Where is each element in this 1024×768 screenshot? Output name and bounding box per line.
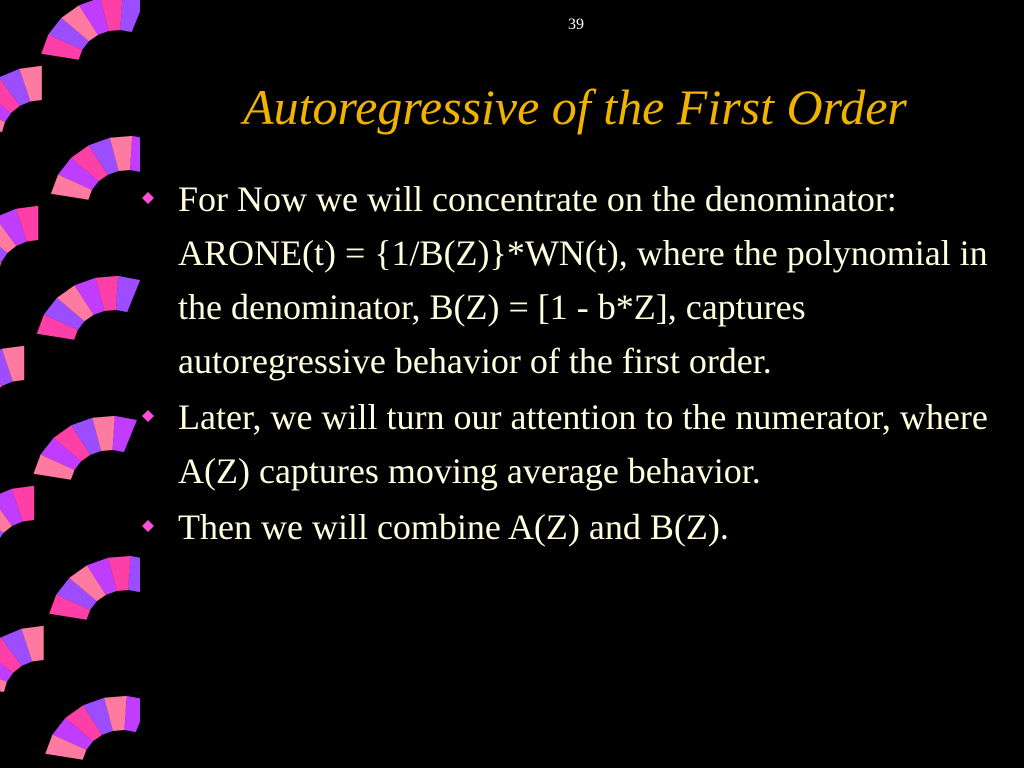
- fan-segment: [113, 416, 137, 452]
- bullet-list: [138, 172, 998, 556]
- diamond-bullet-icon: [142, 520, 154, 532]
- diamond-bullet-icon: [142, 410, 154, 422]
- bullet-item: [138, 172, 998, 388]
- page-number: 39: [568, 16, 584, 33]
- fan-segment: [116, 276, 140, 312]
- bullet-item: [138, 390, 998, 498]
- bullet-text: Then we will combine A(Z) and B(Z).: [178, 507, 729, 547]
- diamond-bullet-icon: [142, 192, 154, 204]
- slide-title: Autoregressive of the First Order: [243, 79, 907, 135]
- bullet-text: For Now we will concentrate on the denominator: ARONE(t) = {1/B(Z)}*WN(t), where the polynomial in the denominator, B(Z) = [1 - b*Z], captures autoregressive behavior of the first order.: [178, 179, 988, 381]
- fan-segment: [120, 0, 140, 32]
- bullet-text: Later, we will turn our attention to the numerator, where A(Z) captures moving average behavior.: [178, 397, 988, 491]
- bullet-item: [138, 500, 998, 554]
- fan-wave-decoration: [0, 0, 140, 768]
- fan-segment: [124, 696, 140, 732]
